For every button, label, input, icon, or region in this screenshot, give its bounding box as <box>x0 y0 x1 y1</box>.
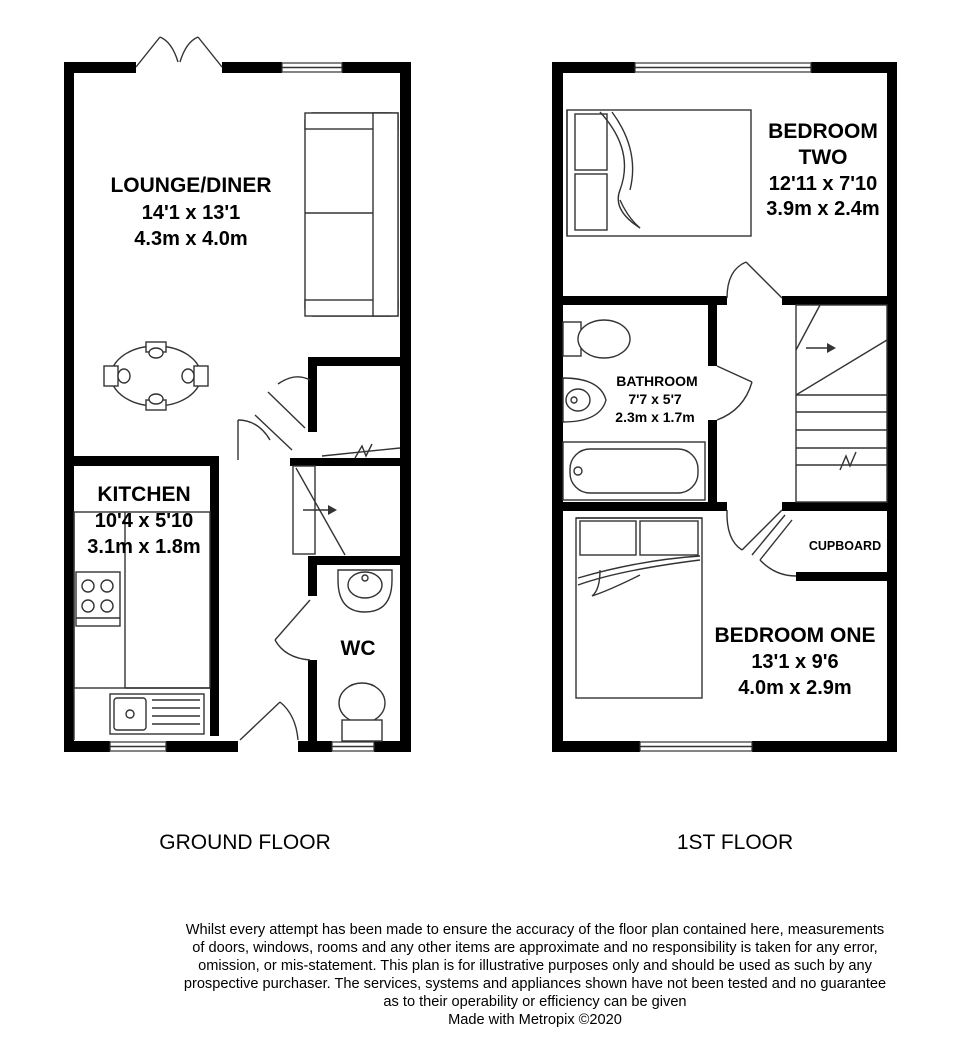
bathtub-icon <box>563 442 705 500</box>
bedroom-two-door-icon <box>727 262 782 298</box>
bathroom-toilet-icon <box>563 320 630 358</box>
toilet-icon <box>339 683 385 741</box>
ff-wall-bottom-left <box>552 741 640 752</box>
ff-wall-left <box>552 62 563 752</box>
kitchen-dim-metric: 3.1m x 1.8m <box>87 536 201 558</box>
gf-wall-stair-top <box>308 357 405 366</box>
bathroom-door-icon <box>717 366 752 420</box>
bedroom-one-door-icon <box>727 510 782 550</box>
bedroom-two-dim-metric: 3.9m x 2.4m <box>766 198 880 220</box>
kitchen-dim-imperial: 10'4 x 5'10 <box>94 510 194 532</box>
cupboard-door-icon-ff <box>752 515 796 576</box>
bedroom-two-name-line2: TWO <box>798 146 848 169</box>
gf-wall-top-mid <box>222 62 282 73</box>
gf-wall-wc-top <box>308 556 405 565</box>
disclaimer-line: Whilst every attempt has been made to ensure the accuracy of the floor plan contained here, measurements <box>185 922 885 938</box>
gf-wall-right <box>400 62 411 752</box>
metropix-credit: Made with Metropix ©2020 <box>448 1012 622 1028</box>
wc-door-icon <box>275 600 310 660</box>
ff-wall-bath-right-bottom <box>708 420 717 510</box>
lounge-door-icon <box>238 420 270 460</box>
disclaimer-line: as to their operability or efficiency can be given <box>383 994 687 1010</box>
gf-wall-bottom-2 <box>166 741 238 752</box>
lounge-dim-metric: 4.3m x 4.0m <box>134 228 248 250</box>
cupboard-door-icon <box>255 377 310 450</box>
first-floor-title: 1ST FLOOR <box>676 831 794 854</box>
ff-wall-cupboard-top <box>782 502 897 511</box>
ff-wall-top-left <box>552 62 635 73</box>
gf-wall-lounge-kitchen <box>64 456 214 466</box>
ff-wall-top-right <box>811 62 897 73</box>
bathroom-dim-metric: 2.3m x 1.7m <box>615 409 695 425</box>
bedroom-one-dim-imperial: 13'1 x 9'6 <box>751 651 839 673</box>
gf-wall-kitchen-hall <box>210 456 219 736</box>
gf-wall-bottom-4 <box>374 741 411 752</box>
ff-wall-bath-bottom <box>552 502 727 511</box>
gf-wall-wc-left-bottom <box>308 660 317 745</box>
sofa-icon <box>305 113 398 316</box>
ff-wall-bed2-bottom-right <box>782 296 897 305</box>
ff-wall-bath-right-top <box>708 296 717 366</box>
ff-wall-bottom-right <box>752 741 897 752</box>
french-doors-icon <box>136 37 222 67</box>
wc-basin-icon <box>338 570 392 612</box>
gf-wall-stair-mid <box>290 458 405 466</box>
front-door-icon <box>240 702 298 740</box>
lounge-name-label: LOUNGE/DINER <box>110 174 272 197</box>
bed-two-icon <box>567 110 751 236</box>
disclaimer-text <box>120 921 950 1029</box>
hob-icon <box>76 572 120 626</box>
ff-wall-cupboard-bottom <box>796 572 897 581</box>
kitchen-sink-icon <box>110 694 204 734</box>
ff-wall-bed2-bottom-left <box>552 296 727 305</box>
dining-table-icon <box>104 342 208 410</box>
gf-wall-bottom-1 <box>64 741 110 752</box>
disclaimer-line: omission, or mis-statement. This plan is for illustrative purposes only and should be used as such by any <box>198 958 872 974</box>
bathroom-dim-imperial: 7'7 x 5'7 <box>628 391 682 407</box>
wc-name-label: WC <box>340 637 376 660</box>
gf-wall-top-left <box>64 62 136 73</box>
bedroom-one-name-label: BEDROOM ONE <box>714 624 876 647</box>
gf-wall-wc-left-top <box>308 556 317 596</box>
bedroom-two-name-line1: BEDROOM <box>768 120 878 143</box>
disclaimer-line: of doors, windows, rooms and any other items are approximate and no responsibility is taken for any error, <box>192 940 878 956</box>
ground-floor-title: GROUND FLOOR <box>159 831 331 854</box>
bedroom-one-dim-metric: 4.0m x 2.9m <box>738 677 852 699</box>
bathroom-basin-icon <box>563 378 606 422</box>
ground-floor-plan <box>64 37 411 854</box>
ff-wall-right <box>887 62 897 752</box>
first-floor-plan <box>552 62 897 854</box>
ff-stairs-icon <box>796 305 887 502</box>
bed-one-icon <box>576 518 702 698</box>
gf-wall-stair-left <box>308 357 317 432</box>
lounge-dim-imperial: 14'1 x 13'1 <box>141 202 241 224</box>
gf-wall-left <box>64 62 74 752</box>
disclaimer-line: prospective purchaser. The services, systems and appliances shown have not been tested and no guarantee <box>183 976 887 992</box>
gf-wall-top-right <box>342 62 411 73</box>
cupboard-name-label: CUPBOARD <box>808 539 882 553</box>
bathroom-name-label: BATHROOM <box>616 373 698 389</box>
bedroom-two-dim-imperial: 12'11 x 7'10 <box>768 173 878 195</box>
kitchen-name-label: KITCHEN <box>97 483 191 506</box>
